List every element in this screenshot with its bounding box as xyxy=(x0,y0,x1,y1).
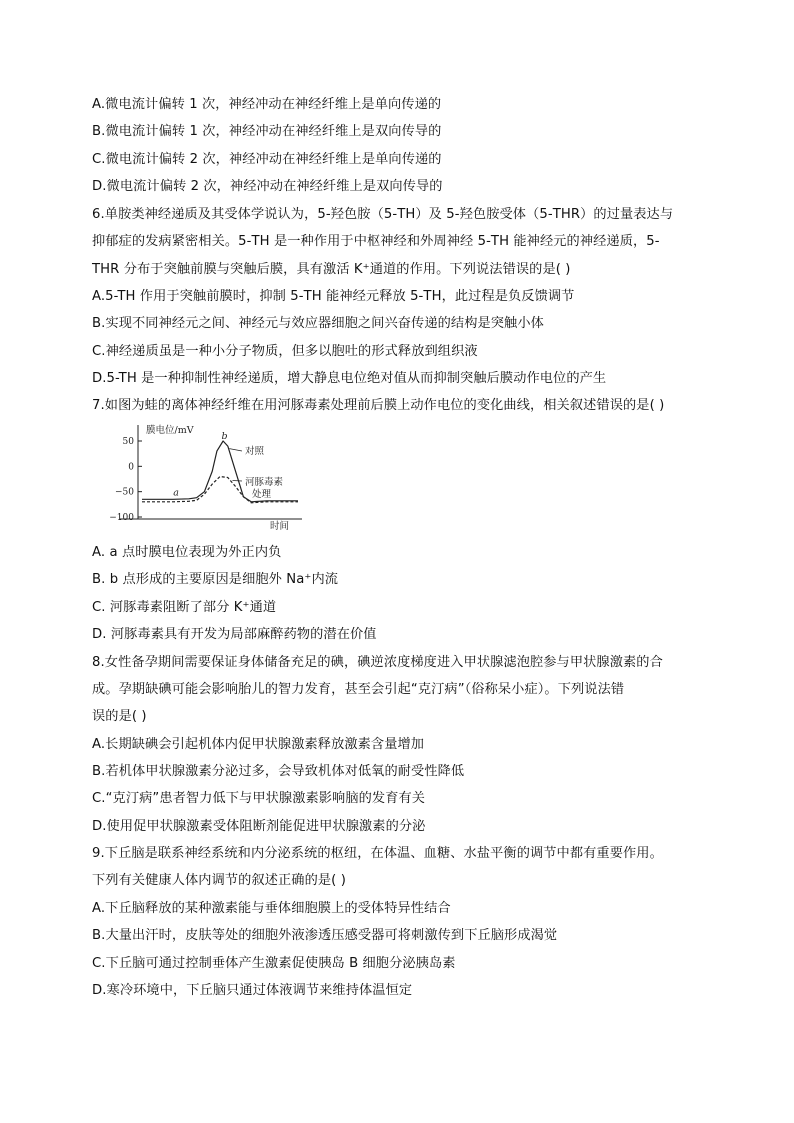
q5-option-c: C.微电流计偏转 2 次，神经冲动在神经纤维上是单向传递的 xyxy=(92,152,442,167)
control-curve xyxy=(142,441,298,502)
q5-option-b: B.微电流计偏转 1 次，神经冲动在神经纤维上是双向传导的 xyxy=(92,124,442,139)
q9-option-b: B.大量出汗时，皮肤等处的细胞外液渗透压感受器可将刺激传到下丘脑形成渴觉 xyxy=(92,928,558,943)
q9-stem-line-1: 9.下丘脑是联系神经系统和内分泌系统的枢纽，在体温、血糖、水盐平衡的调节中都有重要作用。 xyxy=(92,846,663,861)
q8-option-c: C.“克汀病”患者智力低下与甲状腺激素影响脑的发育有关 xyxy=(92,791,426,806)
q9-option-d: D.寒冷环境中，下丘脑只通过体液调节来维持体温恒定 xyxy=(92,983,413,998)
q5-option-d: D.微电流计偏转 2 次，神经冲动在神经纤维上是双向传导的 xyxy=(92,179,443,194)
legend-control: 对照 xyxy=(245,446,265,457)
y-tick-label: 0 xyxy=(128,462,134,473)
y-tick-label: 50 xyxy=(122,437,134,447)
q6-option-d: D.5-TH 是一种抑制性神经递质，增大静息电位绝对值从而抑制突触后膜动作电位的产生 xyxy=(92,371,607,386)
q7-option-d: D. 河豚毒素具有开发为局部麻醉药物的潜在价值 xyxy=(92,627,377,642)
q8-stem-line-3: 误的是( ) xyxy=(92,709,147,724)
point-b-label: b xyxy=(221,430,228,442)
point-a-label: a xyxy=(173,487,179,499)
q6-stem-line-2: 抑郁症的发病紧密相关。5-TH 是一种作用于中枢神经和外周神经 5-TH 能神经元的神经递质，5- xyxy=(92,234,660,249)
membrane-potential-chart xyxy=(92,423,322,533)
q5-option-a: A.微电流计偏转 1 次，神经冲动在神经纤维上是单向传递的 xyxy=(92,97,442,112)
q6-option-a: A.5-TH 作用于突触前膜时，抑制 5-TH 能神经元释放 5-TH，此过程是负反馈调节 xyxy=(92,289,575,304)
q6-stem-line-3: THR 分布于突触前膜与突触后膜，具有激活 K⁺通道的作用。下列说法错误的是( ) xyxy=(92,262,571,277)
q6-option-b: B.实现不同神经元之间、神经元与效应器细胞之间兴奋传递的结构是突触小体 xyxy=(92,316,544,331)
legend-ttx-treated: 处理 xyxy=(252,489,272,500)
q9-option-c: C.下丘脑可通过控制垂体产生激素促使胰岛 B 细胞分泌胰岛素 xyxy=(92,956,456,971)
q8-option-b: B.若机体甲状腺激素分泌过多，会导致机体对低氧的耐受性降低 xyxy=(92,764,465,779)
q7-option-c: C. 河豚毒素阻断了部分 K⁺通道 xyxy=(92,600,277,615)
q8-option-a: A.长期缺碘会引起机体内促甲状腺激素释放激素含量增加 xyxy=(92,737,425,752)
q8-stem-line-2: 成。孕期缺碘可能会影响胎儿的智力发育，甚至会引起“克汀病”（俗称呆小症）。下列说法错 xyxy=(92,682,625,697)
q7-option-b: B. b 点形成的主要原因是细胞外 Na⁺内流 xyxy=(92,572,339,587)
q7-stem: 7.如图为蛙的离体神经纤维在用河豚毒素处理前后膜上动作电位的变化曲线，相关叙述错误的是( ) xyxy=(92,398,665,413)
q6-stem-line-1: 6.单胺类神经递质及其受体学说认为，5-羟色胺（5-TH）及 5-羟色胺受体（5-THR）的过量表达与 xyxy=(92,207,674,222)
q8-option-d: D.使用促甲状腺激素受体阻断剂能促进甲状腺激素的分泌 xyxy=(92,819,426,834)
q8-stem-line-1: 8.女性备孕期间需要保证身体储备充足的碘，碘逆浓度梯度进入甲状腺滤泡腔参与甲状腺激素的合 xyxy=(92,655,663,670)
y-tick-label: −100 xyxy=(109,513,134,523)
y-tick-label: −50 xyxy=(115,487,134,498)
legend-ttx: 河豚毒素 xyxy=(245,477,284,488)
legend-leader-line xyxy=(229,449,242,451)
q7-option-a: A. a 点时膜电位表现为外正内负 xyxy=(92,545,282,560)
x-axis-label: 时间 xyxy=(270,521,290,532)
q9-stem-line-2: 下列有关健康人体内调节的叙述正确的是( ) xyxy=(92,873,346,888)
q9-option-a: A.下丘脑释放的某种激素能与垂体细胞膜上的受体特异性结合 xyxy=(92,901,451,916)
q6-option-c: C.神经递质虽是一种小分子物质，但多以胞吐的形式释放到组织液 xyxy=(92,344,478,359)
y-axis-label: 膜电位/mV xyxy=(146,425,194,436)
